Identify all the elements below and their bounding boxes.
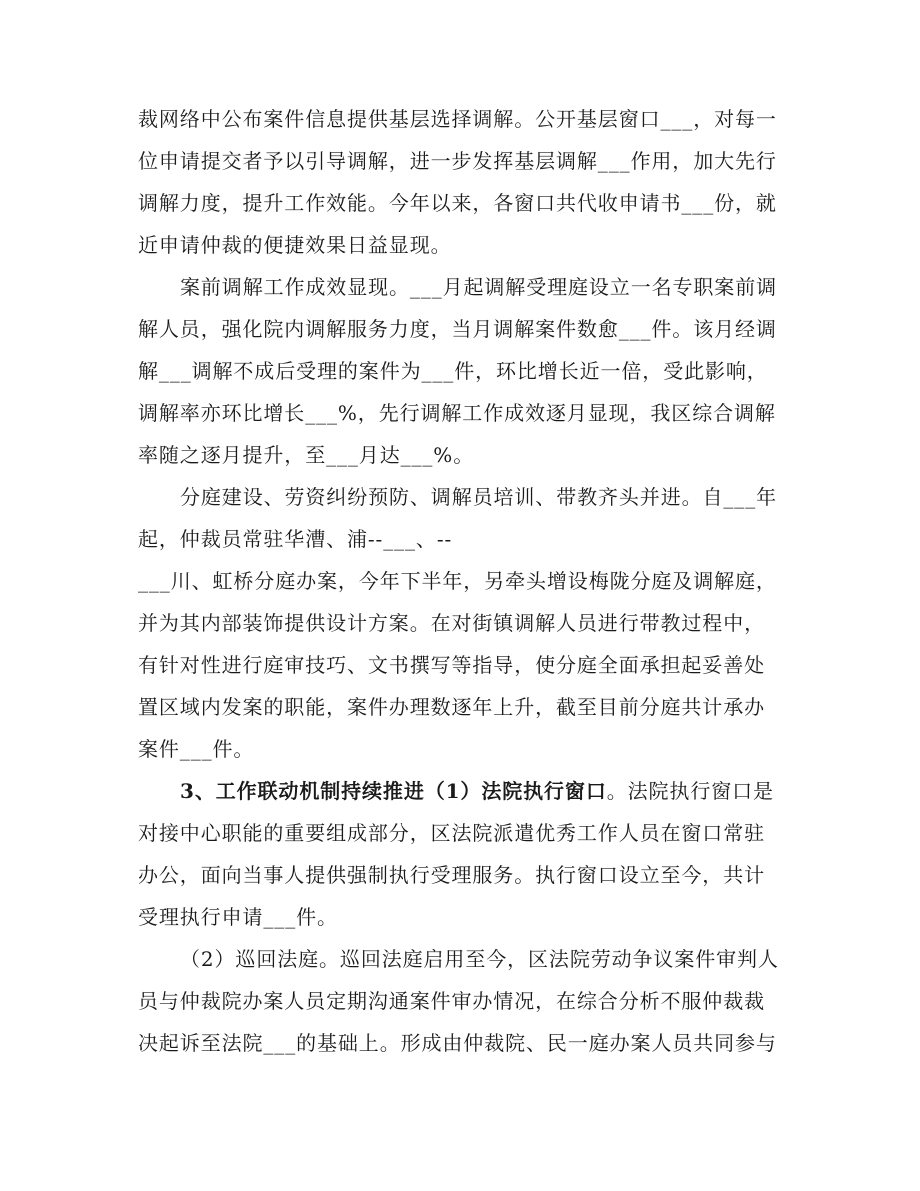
paragraph-line: 受理执行申请___件。: [138, 905, 338, 929]
paragraph-line: 员与仲裁院办案人员定期沟通案件审办情况，在综合分析不服仲裁裁: [138, 989, 765, 1013]
paragraph-line: 解人员，强化院内调解服务力度，当月调解案件数愈___件。该月经调: [138, 317, 777, 341]
paragraph-line: 率随之逐月提升，至___月达___%。: [138, 443, 475, 467]
paragraph-line: 置区域内发案的职能，案件办理数逐年上升，截至目前分庭共计承办: [138, 695, 765, 719]
paragraph-line: 案件___件。: [138, 737, 255, 761]
paragraph-line: 近申请仲裁的便捷效果日益显现。: [138, 233, 452, 257]
paragraph-line: 对接中心职能的重要组成部分，区法院派遣优秀工作人员在窗口常驻: [138, 821, 765, 845]
paragraph-line: 调解率亦环比增长___%，先行调解工作成效逐月显现，我区综合调解: [138, 401, 776, 425]
paragraph-line: 解___调解不成后受理的案件为___件，环比增长近一倍，受此影响，: [138, 359, 768, 383]
paragraph-line: 并为其内部装饰提供设计方案。在对街镇调解人员进行带教过程中，: [138, 611, 765, 635]
paragraph-line: 分庭建设、劳资纠纷预防、调解员培训、带教齐头并进。自___年: [180, 485, 777, 509]
paragraph-line: 调解力度，提升工作效能。今年以来，各窗口共代收申请书___份，就: [138, 191, 777, 215]
paragraph-line-heading: [180, 779, 830, 803]
paragraph-line: 裁网络中公布案件信息提供基层选择调解。公开基层窗口___，对每一: [138, 107, 777, 131]
paragraph-line: 案前调解工作成效显现。___月起调解受理庭设立一名专职案前调: [180, 275, 777, 299]
paragraph-text: 。法院执行窗口是: [606, 779, 774, 803]
paragraph-line: ___川、虹桥分庭办案，今年下半年，另牵头增设梅陇分庭及调解庭，: [138, 569, 777, 593]
paragraph-line: 决起诉至法院___的基础上。形成由仲裁院、民一庭办案人员共同参与: [138, 1031, 777, 1055]
paragraph-line: 起，仲裁员常驻华漕、浦--___、--: [138, 527, 453, 551]
section-heading: 3、工作联动机制持续推进（1）法院执行窗口: [180, 779, 607, 803]
paragraph-line: 办公，面向当事人提供强制执行受理服务。执行窗口设立至今，共计: [138, 863, 765, 887]
paragraph-line: （2）巡回法庭。巡回法庭启用至今，区法院劳动争议案件审判人: [180, 947, 779, 971]
paragraph-line: 位申请提交者予以引导调解，进一步发挥基层调解___作用，加大先行: [138, 149, 777, 173]
paragraph-line: 有针对性进行庭审技巧、文书撰写等指导，使分庭全面承担起妥善处: [138, 653, 765, 677]
